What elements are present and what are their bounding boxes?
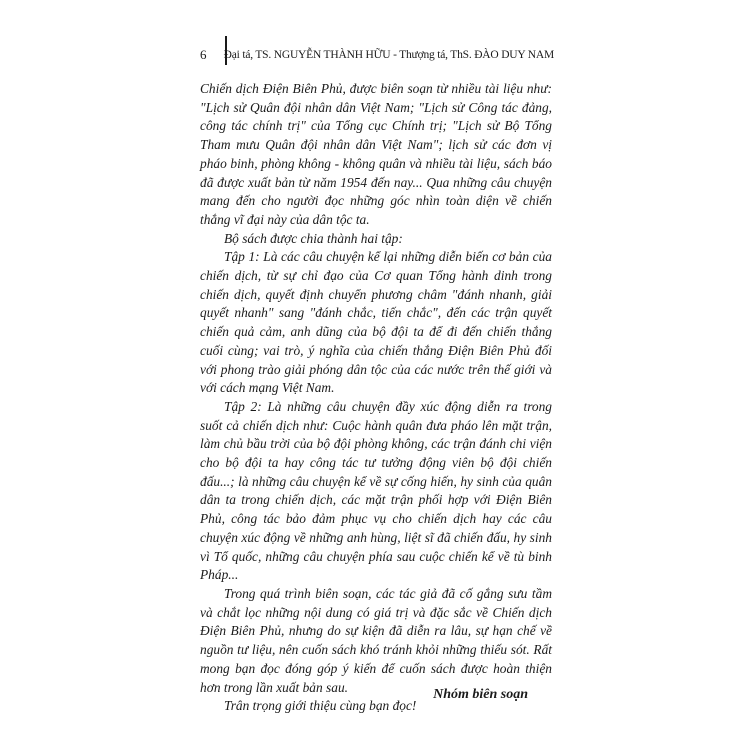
page-number: 6 <box>200 47 207 62</box>
paragraph-closing: Trân trọng giới thiệu cùng bạn đọc! <box>224 698 417 714</box>
page-header <box>198 36 554 66</box>
running-head: Đại tá, TS. NGUYỄN THÀNH HỮU - Thượng tá, ThS. ĐÀO DUY NAM <box>223 49 554 61</box>
paragraph-volume-2: Tập 2: Là những câu chuyện đầy xúc động diễn ra trong suốt cả chiến dịch như: Cuộc hành quân đưa pháo lên mặt trận, làm chủ bầu trời của bộ đội phòng không, các trận đánh chi viện cho bộ đội ta hay công tác tư tưởng động viên bộ đội chiến đấu...; là những câu chuyện kể về sự cống hiến, hy sinh của quân dân ta trong chiến dịch, các mặt trận phối hợp với Điện Biên Phủ, công tác bảo đảm phục vụ cho chiến dịch hay các câu chuyện xúc động về những anh hùng, liệt sĩ đã chiến đấu, hy sinh vì Tổ quốc, những câu chuyện phía sau cuộc chiến kể về tù binh Pháp... <box>200 398 552 583</box>
signature: Nhóm biên soạn <box>433 687 528 702</box>
paragraph-compilation-note: Trong quá trình biên soạn, các tác giả đã cố gắng sưu tầm và chắt lọc những nội dung có giá trị và đặc sắc về Chiến dịch Điện Biên Phủ, nhưng do sự kiện đã diễn ra lâu, sự hạn chế về nguồn tư liệu, nên cuốn sách khó tránh khỏi những thiếu sót. Rất mong bạn đọc đóng góp ý kiến để cuốn sách được hoàn thiện hơn trong lần xuất bản sau. <box>200 585 552 695</box>
paragraph-sources: Chiến dịch Điện Biên Phủ, được biên soạn từ nhiều tài liệu như: "Lịch sử Quân đội nhân dân Việt Nam; "Lịch sử Công tác đảng, công tác chính trị" của Tổng cục Chính trị; "Lịch sử Bộ Tổng Tham mưu Quân đội nhân dân Việt Nam"; lịch sử các đơn vị pháo binh, phòng không - không quân và nhiều tài liệu, sách báo đã được xuất bản từ năm 1954 đến nay... Qua những câu chuyện mang đến cho người đọc những góc nhìn toàn diện về chiến thắng vĩ đại này của dân tộc ta. <box>200 81 552 227</box>
paragraph-volumes-intro: Bộ sách được chia thành hai tập: <box>224 230 403 246</box>
paragraph-volume-1: Tập 1: Là các câu chuyện kể lại những diễn biến cơ bản của chiến dịch, từ sự chỉ đạo của Cơ quan Tổng hành dinh trong chiến dịch, quyết định chuyển phương châm "đánh nhanh, giải quyết nhanh" sang "đánh chắc, tiến chắc", đến các trận quyết chiến quả cảm, anh dũng của bộ đội ta để đi đến chiến thắng cuối cùng; vai trò, ý nghĩa của chiến thắng Điện Biên Phủ đối với phong trào giải phóng dân tộc của các nước trên thế giới và với cách mạng Việt Nam. <box>200 249 552 396</box>
body-text <box>200 80 552 716</box>
